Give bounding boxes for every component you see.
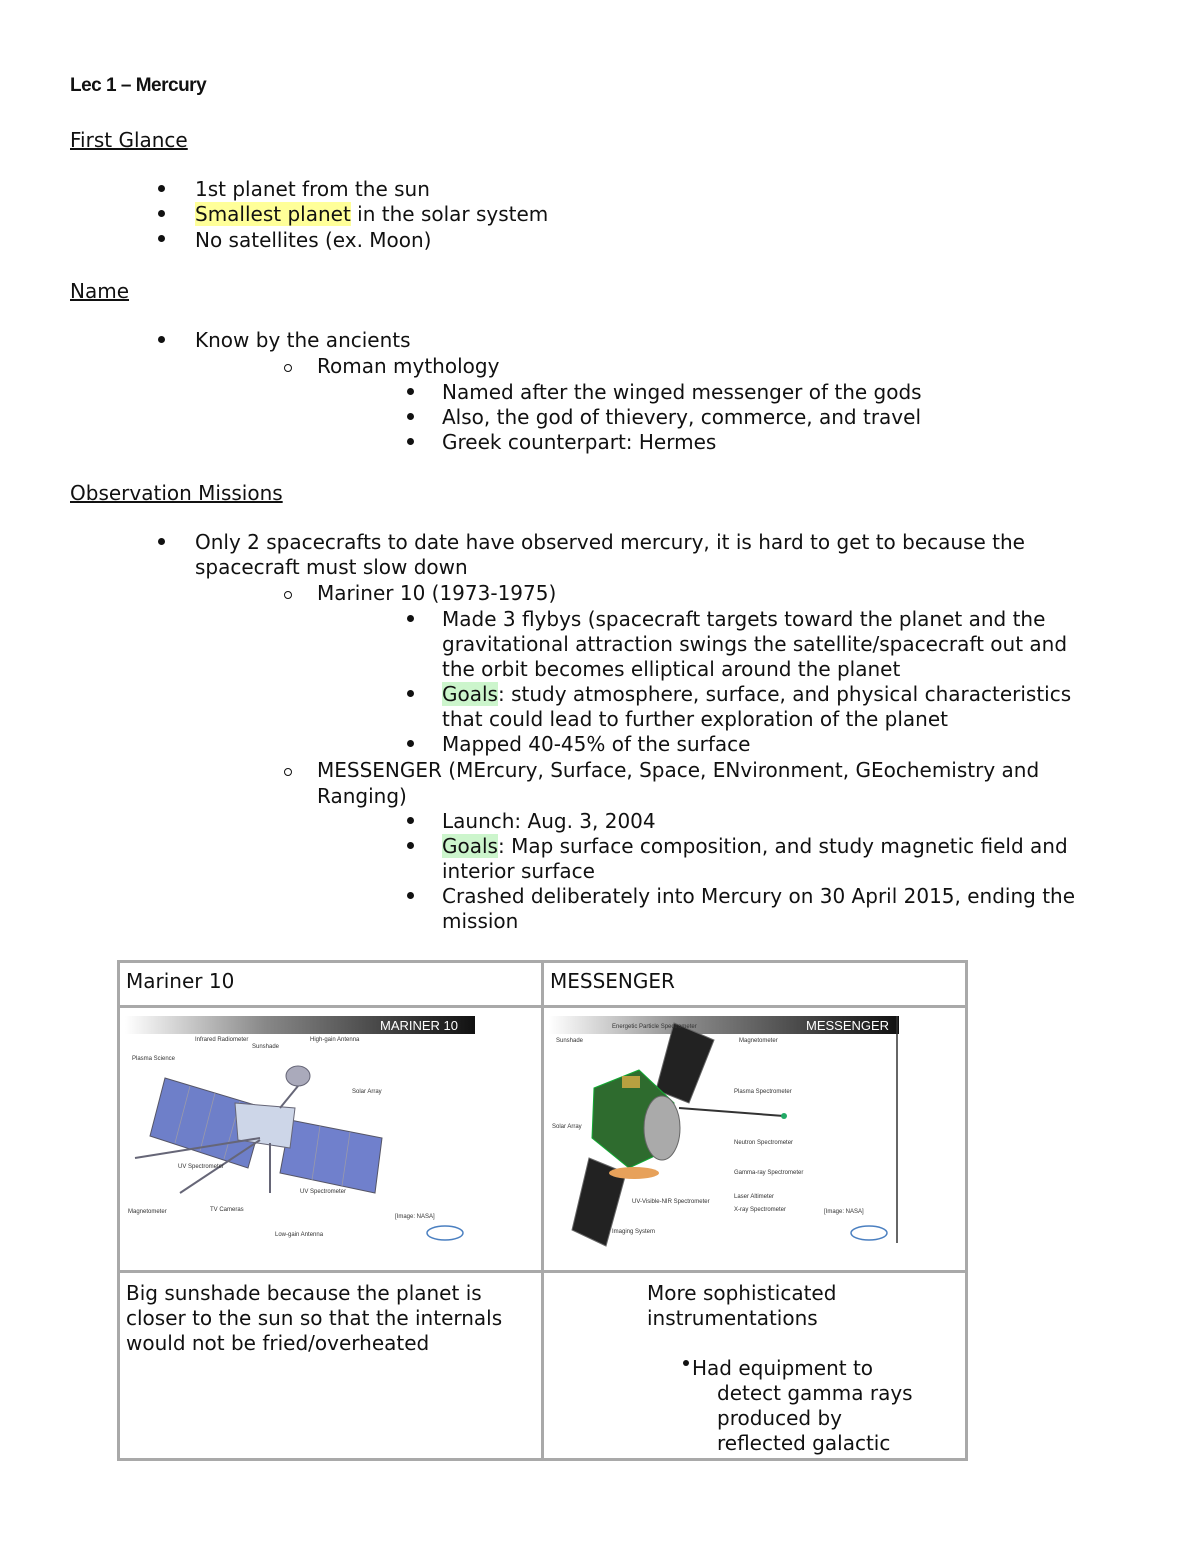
list-item: Only 2 spacecrafts to date have observed mercury, it is hard to get to because the <box>195 530 1025 554</box>
table-image-cell <box>543 1007 967 1272</box>
list-item: Goals: Map surface composition, and study magnetic field and <box>442 834 1068 858</box>
bullet <box>407 892 414 899</box>
list-item-continued: the orbit becomes elliptical around the planet <box>442 657 901 681</box>
col-header-mariner: Mariner 10 <box>126 969 235 993</box>
cell-text: Had equipment to <box>692 1356 874 1380</box>
label: UV-Visible-NIR Spectrometer <box>632 1199 710 1205</box>
cell-text: would not be fried/overheated <box>126 1331 430 1355</box>
list-item: Greek counterpart: Hermes <box>442 430 717 454</box>
mariner-notes <box>120 1273 541 1458</box>
list-item: Launch: Aug. 3, 2004 <box>442 809 656 833</box>
list-item: Crashed deliberately into Mercury on 30 April 2015, ending the <box>442 884 1076 908</box>
label: Plasma Spectrometer <box>734 1089 792 1095</box>
bullet <box>158 210 165 217</box>
logo-icon <box>427 1226 463 1240</box>
highlighted-text: Goals <box>442 682 498 706</box>
cell-text: produced by <box>717 1406 842 1430</box>
bullet <box>407 615 414 622</box>
sub-bullet <box>284 591 292 599</box>
list-item: Goals: study atmosphere, surface, and physical characteristics <box>442 682 1072 706</box>
list-item: Smallest planet in the solar system <box>195 202 549 226</box>
mariner-spacecraft-illustration <box>120 1008 541 1270</box>
table-image-cell <box>119 1007 543 1272</box>
mariner-diagram <box>120 1008 541 1270</box>
label: Sunshade <box>252 1044 280 1050</box>
label: Neutron Spectrometer <box>734 1140 794 1146</box>
messenger-diagram <box>544 1008 965 1270</box>
label: Laser Altimeter <box>734 1194 775 1200</box>
label: [Image: NASA] <box>395 1214 435 1220</box>
banner-label: MESSENGER <box>806 1018 890 1033</box>
table-header-cell <box>543 962 967 1007</box>
list-item-continued: gravitational attraction swings the satellite/spacecraft out and <box>442 632 1068 656</box>
bullet <box>158 538 165 545</box>
bullet <box>407 413 414 420</box>
table-body-cell <box>543 1272 967 1460</box>
list-item-continued: that could lead to further exploration of the planet <box>442 707 949 731</box>
messenger-notes <box>544 1273 965 1458</box>
cell-text: instrumentations <box>647 1306 818 1330</box>
list-item-continued: spacecraft must slow down <box>195 555 468 579</box>
label: Sunshade <box>556 1038 584 1044</box>
sub-bullet <box>284 364 292 372</box>
section-heading-first-glance: First Glance <box>70 128 188 152</box>
comparison-table <box>117 960 968 1461</box>
logo-icon <box>851 1226 887 1240</box>
bullet <box>407 740 414 747</box>
bullet <box>158 185 165 192</box>
bullet <box>158 336 165 343</box>
label: Magnetometer <box>128 1209 167 1215</box>
solar-panel-top <box>656 1023 714 1103</box>
label: Solar Array <box>552 1124 582 1130</box>
label: Low-gain Antenna <box>275 1232 324 1238</box>
list-item-continued: Ranging) <box>317 784 407 808</box>
label: Solar Array <box>352 1089 382 1095</box>
label: High-gain Antenna <box>310 1037 360 1043</box>
list-item: Know by the ancients <box>195 328 411 352</box>
col-header-messenger: MESSENGER <box>550 969 675 993</box>
cell-text: Big sunshade because the planet is <box>126 1281 482 1305</box>
bullet <box>407 817 414 824</box>
label: Plasma Science <box>132 1056 176 1062</box>
label: Imaging System <box>612 1229 656 1235</box>
list-item-continued: mission <box>442 909 519 933</box>
list-item: Mariner 10 (1973-1975) <box>317 581 557 605</box>
list-item-continued: interior surface <box>442 859 595 883</box>
bullet <box>407 690 414 697</box>
list-item: No satellites (ex. Moon) <box>195 228 432 252</box>
list-item: Named after the winged messenger of the gods <box>442 380 922 404</box>
label: [Image: NASA] <box>824 1209 864 1215</box>
list-item: Roman mythology <box>317 354 500 378</box>
label: UV Spectrometer <box>178 1164 225 1170</box>
label: Energetic Particle Spectrometer <box>612 1024 697 1030</box>
label: UV Spectrometer <box>300 1189 347 1195</box>
section-heading-name: Name <box>70 279 130 303</box>
label: X-ray Spectrometer <box>734 1207 787 1213</box>
list-item: MESSENGER (MErcury, Surface, Space, ENvironment, GEochemistry and <box>317 758 1040 782</box>
cell-text: reflected galactic <box>717 1431 891 1455</box>
highlighted-text: Goals <box>442 834 498 858</box>
bullet <box>407 842 414 849</box>
highlighted-text: Smallest planet <box>195 202 351 226</box>
bullet <box>158 235 165 242</box>
bullet <box>683 1360 689 1366</box>
section-heading-observation-missions: Observation Missions <box>70 481 283 505</box>
list-item: Also, the god of thievery, commerce, and travel <box>442 405 922 429</box>
cell-text: closer to the sun so that the internals <box>126 1306 503 1330</box>
solar-panel-right <box>280 1120 382 1193</box>
cell-text: detect gamma rays <box>717 1381 913 1405</box>
list-item: Mapped 40-45% of the surface <box>442 732 751 756</box>
label: Gamma-ray Spectrometer <box>734 1170 804 1176</box>
label: Infrared Radiometer <box>195 1037 249 1043</box>
page-title: Lec 1 – Mercury <box>70 75 207 96</box>
cell-text: More sophisticated <box>647 1281 837 1305</box>
label: TV Cameras <box>210 1207 244 1213</box>
bullet <box>407 388 414 395</box>
banner-label: MARINER 10 <box>380 1018 459 1033</box>
bullet <box>407 438 414 445</box>
sub-bullet <box>284 768 292 776</box>
label: Magnetometer <box>739 1038 778 1044</box>
messenger-spacecraft-illustration <box>544 1008 965 1270</box>
list-item: Made 3 flybys (spacecraft targets toward the planet and the <box>442 607 1046 631</box>
list-item: 1st planet from the sun <box>195 177 430 201</box>
table-header-cell <box>119 962 543 1007</box>
table-body-cell <box>119 1272 543 1460</box>
